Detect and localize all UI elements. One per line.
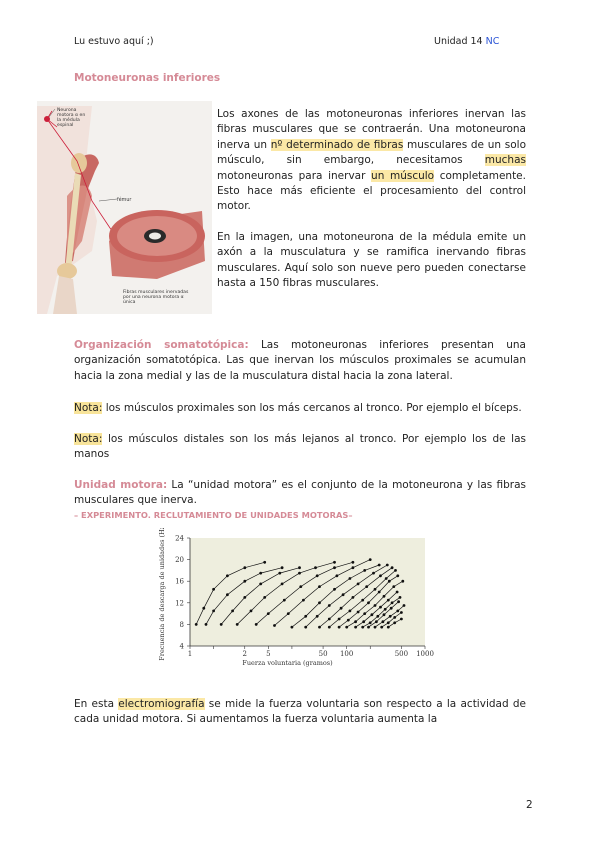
data-point-u10 (328, 626, 331, 629)
data-point-u6 (352, 566, 355, 569)
x-tick-label: 50 (318, 650, 328, 658)
data-point-u7 (291, 626, 294, 629)
y-tick-label: 8 (179, 620, 184, 629)
data-point-u14 (399, 596, 402, 599)
data-point-u13 (354, 626, 357, 629)
data-point-u18 (400, 618, 403, 621)
data-point-u14 (376, 615, 379, 618)
data-point-u6 (336, 574, 339, 577)
header-unit: Unidad 14 (434, 36, 486, 47)
y-tick-label: 16 (175, 577, 184, 586)
data-point-u12 (383, 595, 386, 598)
data-point-u13 (396, 591, 399, 594)
data-point-u16 (382, 620, 385, 623)
data-point-u11 (367, 601, 370, 604)
data-point-u6 (273, 624, 276, 627)
data-point-u1 (243, 566, 246, 569)
data-point-u14 (391, 601, 394, 604)
p1-text-4: completamente. Esto hace más eficiente el procesamiento del control motor. (217, 169, 526, 213)
x-tick-label: 1 (187, 650, 193, 658)
data-point-u10 (361, 599, 364, 602)
paragraph-motor-unit (74, 478, 526, 509)
data-point-u14 (384, 608, 387, 611)
data-point-u14 (361, 626, 364, 629)
data-point-u3 (231, 610, 234, 613)
data-point-u1 (202, 607, 205, 610)
data-point-u9 (328, 618, 331, 621)
data-point-u7 (333, 588, 336, 591)
data-point-u13 (362, 620, 365, 623)
section-title: Motoneuronas inferiores (74, 72, 221, 84)
data-point-u15 (375, 620, 378, 623)
data-point-u3 (220, 623, 223, 626)
paragraph-axons (217, 107, 526, 215)
data-point-u6 (287, 612, 290, 615)
data-point-u14 (369, 621, 372, 624)
data-point-u16 (396, 610, 399, 613)
data-point-u1 (212, 588, 215, 591)
muscle-cross-section (109, 210, 205, 279)
data-point-u12 (392, 585, 395, 588)
data-point-u13 (387, 599, 390, 602)
data-point-u11 (357, 611, 360, 614)
experiment-title: – EXPERIMENTO. RECLUTAMIENTO DE UNIDADES MOTORAS– (74, 510, 353, 520)
data-point-u3 (259, 583, 262, 586)
data-point-u13 (371, 613, 374, 616)
y-axis-label: Frecuencia de descarga de unidades (Hz) (158, 528, 166, 661)
p1-highlight-many: muchas (484, 154, 526, 167)
data-point-u18 (393, 621, 396, 624)
data-point-u2 (243, 580, 246, 583)
data-point-u4 (263, 596, 266, 599)
data-point-u11 (347, 619, 350, 622)
data-point-u5 (316, 574, 319, 577)
x-tick-label: 5 (266, 650, 271, 658)
data-point-u17 (400, 611, 403, 614)
data-point-u2 (259, 572, 262, 575)
data-point-u10 (394, 569, 397, 572)
note-distal-text: los músculos distales son los más lejanos al tronco. Por ejemplo los de las manos (74, 433, 526, 461)
data-point-u16 (389, 615, 392, 618)
paragraph-image-description: En la imagen, una motoneurona de la médula emite un axón a la musculatura y se ramifica inervando fibras musculares. Aquí solo son nueve pero pueden conectarse hasta a 150 fibras musculares. (217, 231, 526, 290)
data-point-u5 (352, 561, 355, 564)
data-point-u2 (212, 610, 215, 613)
data-point-u8 (316, 615, 319, 618)
data-point-u17 (393, 616, 396, 619)
y-tick-label: 12 (175, 599, 184, 608)
data-point-u7 (304, 615, 307, 618)
data-point-u2 (205, 623, 208, 626)
recruitment-chart (150, 528, 440, 668)
data-point-u15 (367, 626, 370, 629)
data-point-u17 (380, 626, 383, 629)
data-point-u4 (298, 572, 301, 575)
x-tick-label: 100 (339, 650, 354, 658)
note-distal-label: Nota: (74, 433, 103, 445)
p1-highlight-muscle: un músculo (371, 169, 435, 182)
data-point-u16 (374, 626, 377, 629)
data-point-u9 (340, 607, 343, 610)
figure-label-fibers: Fibras musculares inervadas por una neurona motora α única (123, 290, 189, 305)
data-point-u7 (378, 564, 381, 567)
data-point-u7 (363, 569, 366, 572)
x-tick-label: 1000 (416, 650, 434, 658)
data-point-u13 (379, 606, 382, 609)
p1-text-1: Los axones de las motoneuronas inferiores inervan las fibras musculares que se contraerán. Una motoneurona inerva un (217, 108, 526, 151)
p5-highlight-emg: electromiografía (118, 698, 205, 710)
paragraph-emg (74, 697, 526, 728)
p1-text-3: motoneuronas para inervar (217, 169, 372, 182)
data-point-u11 (338, 626, 341, 629)
somatotopic-text: Las motoneuronas inferiores presentan una organización somatotópica. Las que inervan los músculos proximales se acumulan hacia la zona medial y las de la musculatura distal hacia la zona lateral. (74, 339, 526, 382)
data-point-u12 (401, 580, 404, 583)
data-point-u12 (354, 620, 357, 623)
figure-label-neuron: Neurona motora α en la médula espinal (57, 108, 86, 128)
y-tick-label: 20 (175, 556, 184, 565)
data-point-u6 (369, 558, 372, 561)
data-point-u8 (357, 583, 360, 586)
note-proximal (74, 401, 526, 416)
data-point-u5 (333, 566, 336, 569)
figure-label-femur: fémur (117, 198, 132, 203)
note-proximal-text: los músculos proximales son los más cercanos al tronco. Por ejemplo el bíceps. (102, 402, 522, 414)
data-point-u9 (379, 574, 382, 577)
p5-text-2: se mide la fuerza voluntaria son respecto a la actividad de cada unidad motora. Si aumentamos la fuerza voluntaria aumenta la (74, 698, 526, 726)
data-point-u15 (397, 600, 400, 603)
data-point-u11 (396, 574, 399, 577)
data-point-u5 (299, 585, 302, 588)
data-point-u1 (195, 623, 198, 626)
data-point-u9 (352, 596, 355, 599)
header-left: Lu estuvo aquí ;) (74, 36, 154, 47)
data-point-u2 (226, 593, 229, 596)
somatotopic-label: Organización somatotópica: (74, 339, 249, 351)
x-axis-label: Fuerza voluntaria (gramos) (242, 659, 333, 667)
data-point-u6 (318, 585, 321, 588)
data-point-u8 (372, 572, 375, 575)
data-point-u4 (333, 561, 336, 564)
header-right (434, 36, 499, 47)
data-point-u12 (363, 612, 366, 615)
data-point-u10 (338, 618, 341, 621)
data-point-u10 (349, 610, 352, 613)
paragraph-somatotopic (74, 338, 526, 384)
data-point-u18 (387, 626, 390, 629)
data-point-u12 (345, 626, 348, 629)
data-point-u8 (304, 626, 307, 629)
data-point-u2 (281, 566, 284, 569)
data-point-u11 (388, 580, 391, 583)
muscle-illustration (37, 101, 212, 314)
p1-text-2: musculares de un solo músculo, sin embargo, necesitamos (217, 138, 526, 167)
data-point-u1 (226, 574, 229, 577)
motor-unit-text: La “unidad motora” es el conjunto de la motoneurona y las fibras musculares que inerva. (74, 479, 526, 507)
p1-highlight-fibers: nº determinado de fibras (270, 138, 404, 151)
note-distal (74, 432, 526, 463)
data-point-u4 (281, 583, 284, 586)
note-proximal-label: Nota: (74, 402, 103, 414)
data-point-u15 (390, 607, 393, 610)
leg-muscle-drawing (37, 101, 212, 314)
data-point-u9 (391, 566, 394, 569)
plot-area (190, 538, 425, 646)
data-point-u1 (263, 561, 266, 564)
x-tick-label: 2 (242, 650, 247, 658)
p5-text-1: En esta (74, 698, 119, 710)
data-point-u3 (278, 572, 281, 575)
y-tick-label: 24 (175, 534, 184, 543)
x-tick-label: 500 (394, 650, 409, 658)
data-point-u5 (283, 599, 286, 602)
data-point-u4 (236, 623, 239, 626)
data-point-u9 (318, 626, 321, 629)
data-point-u15 (383, 613, 386, 616)
recruitment-chart-svg (150, 528, 440, 668)
data-point-u10 (374, 588, 377, 591)
header-nc: NC (485, 36, 500, 47)
data-point-u3 (243, 596, 246, 599)
data-point-u5 (255, 623, 258, 626)
data-point-u5 (267, 612, 270, 615)
data-point-u8 (386, 564, 389, 567)
data-point-u9 (365, 585, 368, 588)
data-point-u12 (374, 604, 377, 607)
data-point-u7 (318, 601, 321, 604)
page-number: 2 (526, 799, 533, 811)
data-point-u4 (314, 566, 317, 569)
data-point-u17 (387, 621, 390, 624)
data-point-u10 (385, 577, 388, 580)
data-point-u8 (328, 604, 331, 607)
data-point-u7 (349, 577, 352, 580)
motor-unit-label: Unidad motora: (74, 479, 168, 491)
data-point-u4 (250, 610, 253, 613)
data-point-u3 (298, 566, 301, 569)
data-point-u11 (378, 591, 381, 594)
data-point-u8 (342, 593, 345, 596)
data-point-u16 (403, 604, 406, 607)
y-tick-label: 4 (179, 642, 184, 651)
data-point-u6 (302, 599, 305, 602)
